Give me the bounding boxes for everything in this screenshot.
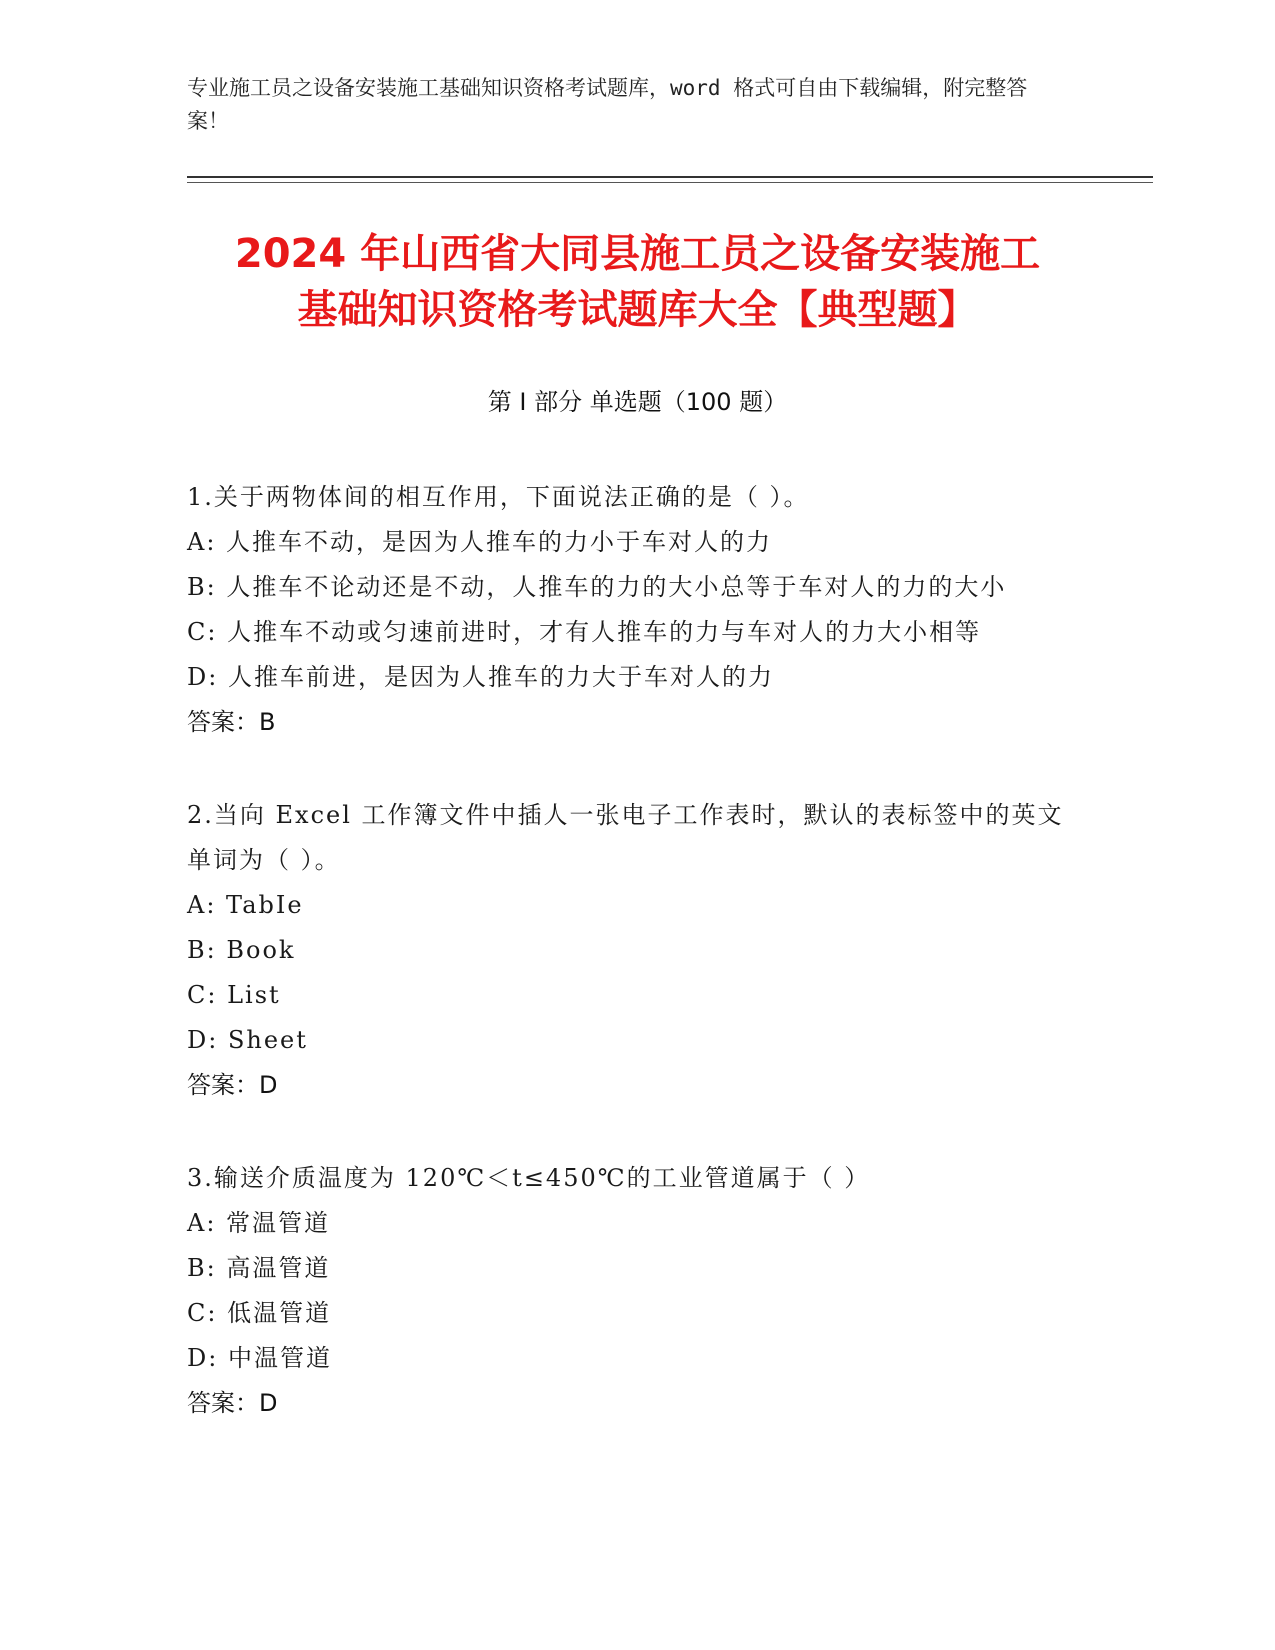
header-divider-thin bbox=[187, 182, 1153, 183]
question-1 bbox=[187, 475, 1067, 745]
question-text: 1.关于两物体间的相互作用，下面说法正确的是（ ）。 bbox=[187, 483, 810, 511]
question-3 bbox=[187, 1156, 1067, 1426]
header-divider bbox=[187, 176, 1153, 178]
option-a: A: 人推车不动，是因为人推车的力小于车对人的力 bbox=[187, 528, 773, 556]
option-c: C: List bbox=[187, 981, 281, 1009]
header-note: 专业施工员之设备安装施工基础知识资格考试题库，word 格式可自由下载编辑，附完整答案！ bbox=[187, 76, 1028, 133]
option-b: B: 人推车不论动还是不动，人推车的力的大小总等于车对人的力的大小 bbox=[187, 573, 1007, 601]
answer: 答案：D bbox=[187, 1071, 278, 1099]
answer: 答案：D bbox=[187, 1389, 278, 1417]
option-d: D: Sheet bbox=[187, 1026, 308, 1054]
title-line-2: 基础知识资格考试题库大全【典型题】 bbox=[297, 287, 978, 333]
document-title bbox=[160, 226, 1115, 338]
title-line-1: 2024 年山西省大同县施工员之设备安装施工 bbox=[234, 231, 1041, 277]
option-c: C: 人推车不动或匀速前进时，才有人推车的力与车对人的力大小相等 bbox=[187, 618, 982, 646]
answer: 答案：B bbox=[187, 708, 276, 736]
option-d: D: 人推车前进，是因为人推车的力大于车对人的力 bbox=[187, 663, 774, 691]
question-text: 2.当向 Excel 工作簿文件中插人一张电子工作表时，默认的表标签中的英文单词为（ ）。 bbox=[187, 801, 1064, 874]
question-text: 3.输送介质温度为 120℃＜t≤450℃的工业管道属于（ ） bbox=[187, 1164, 871, 1192]
option-c: C: 低温管道 bbox=[187, 1299, 332, 1327]
option-b: B: 高温管道 bbox=[187, 1254, 331, 1282]
question-2 bbox=[187, 793, 1067, 1108]
option-a: A: TabIe bbox=[187, 891, 304, 919]
option-d: D: 中温管道 bbox=[187, 1344, 332, 1372]
option-a: A: 常温管道 bbox=[187, 1209, 331, 1237]
option-b: B: Book bbox=[187, 936, 296, 964]
section-title: 第 I 部分 单选题（100 题） bbox=[487, 388, 788, 416]
question-list bbox=[187, 475, 1067, 1474]
